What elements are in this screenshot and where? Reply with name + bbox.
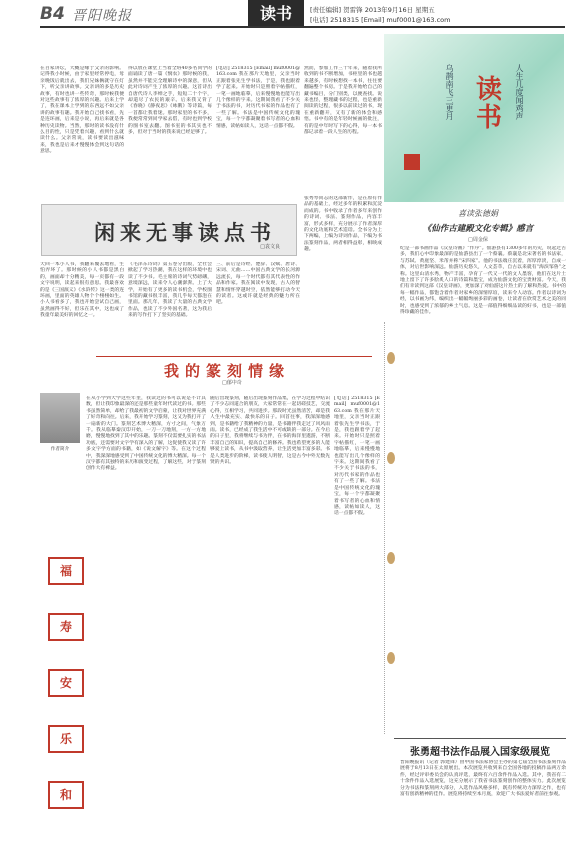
- author-photo: [40, 393, 80, 443]
- poster-title: 读书: [475, 75, 502, 133]
- article-col-5: 《毛泽东诗词》第五卷分出版，全社会掀起了学习热潮，我在这样的环境中也读了不少书。毛主席的诗词气势磅礴，意境深远，读来令人心潮澎湃。上了大学，开始有了更多的读书机会，学校图书馆的藏书很丰富，我几乎每天都泡在里面。那几年，我读了大量的古典文学作品，也读了不少外国名著，这为我后来的写作打下了坚实的基础。: [128, 262, 212, 319]
- seal-article-col-1: 在从小学到大学这些年里，我读过的书可以说是不计其数，但让我印象最深的还是那些童年时代读过的书。那些书虽然简单，却给了我最初的文学启蒙，让我对世界充满了好奇和向往。后来，我开始学习篆刻，这又为我打开了一扇新的大门。篆刻艺术博大精深，方寸之间，气象万千。我从临摹秦汉印开始，一刀一刀地刻，一方一方地磨，慢慢地找到了其中的乐趣。篆刻不仅需要扎实的书法功底，还需要对文字学有深入的了解，这促使我又读了许多文字学方面的书籍，如《说文解字》等。在这个过程中，我深深地感受到了中国传统文化的博大精深。每一个汉字都有其独特的来历和演变过程，了解这些，对于篆刻创作大有裨益。: [86, 396, 206, 472]
- article-col-4: 天回一本小人书，我翻来覆去地看，生怕弄坏了。那时候的小人书都是黑白的，画面却十分精美，每一页都有一段文字说明，读起来很有意思。我最喜欢的是《三国演义》《水浒传》这一类的连环画，里面的英雄人物个个栩栩如生。小人书看多了，我也开始尝试自己画，虽然画得不好，但乐在其中，这也成了我童年最美好的回忆之一。: [40, 262, 124, 319]
- seal-samples: [44, 557, 92, 837]
- seal-mark: 乐: [48, 725, 84, 753]
- news-body: 晋阳晚报讯（记者 郭建锋）由中国书法家协会主办的第七届全国书法篆刻作品展将于8月13日在太原展出。本次展览共收到来自全国各地的投稿作品两万余件，经过评审委员会的认真评选，最终有六百余件作品入选。其中，我省有二十余件作品入选展览，这充分展示了我省书法篆刻创作的整体实力。此次展览分为书法和篆刻两大部分，入选作品风格多样，既有传统功力深厚之作，也有富有创新精神的佳作。展览将持续至本月底，欢迎广大书法爱好者前往参观。: [400, 760, 566, 798]
- seal-mark: 和: [48, 781, 84, 809]
- vertical-decor: [384, 322, 396, 734]
- article-col-8: 张秀琴同志的这部新作，是在原有作品的基础上，经过多年的积累和沉淀而成的。书中收录了作者多年来创作的诗词、书法、篆刻作品，内容丰富，形式多样，充分展示了作者深厚的文化功底和艺术造诣。全书分为上下两编，上编为诗词作品，下编为书法篆刻作品，两者相得益彰，相映成趣。: [304, 196, 382, 253]
- article-col-1: 在百家讲坛，大概是缘于父亲的影响。记得我小时候，由于家里经常停电，母亲晚饭后就出去，我们兄妹俩就守在灯下，听父亲讲故事。父亲讲的多是历史故事，有时也讲一些传奇，那时候我便对这些故事有了浓厚的兴趣。后来上学了，我在课本上学到的东西远不如父亲讲的故事有趣。我开始自己找书看，先是连环画，后来是小说，再后来就是各种历史读物。当然，那时的读书没有什么目的性，只是凭着兴趣，看到什么就读什么。父亲常说，读书要读出滋味来，我也是后来才慢慢体会到这句话的意思。: [40, 66, 124, 155]
- decor-dot-icon: [387, 552, 395, 564]
- article-byline-2: □郁中奇: [222, 380, 242, 386]
- page-header: [0, 0, 570, 28]
- news-title: 张勇超书法作品展入国家级展览: [410, 747, 550, 758]
- seal-article-col-2: 随后出现篆刻，随后出现篆刻作品集，在学习过程中结识了不少志同道合的朋友，大家常常在一起切磋技艺，交流心得，互相学习，共同进步。那段时光虽然清苦，却是我人生中最充实、最快乐的日子。回首往事，我深深地感到，是书籍给了我精神的力量，是书籍伴我走过了风风雨雨。读书，已经成了我生活中不可或缺的一部分。在今后的日子里，我将继续与书为伴，在书的海洋里遨游，不断丰富自己的知识，提高自己的修养。我也希望更多的人能够爱上读书，从书中汲取营养，让生活更加丰富多彩。书是人类进步的阶梯，读书使人明智，这是古今中外无数先贤的共识。: [210, 396, 330, 466]
- decor-dot-icon: [387, 452, 395, 464]
- seal-mark: 寿: [48, 613, 84, 641]
- article-title-2: 我的篆刻情缘: [164, 362, 291, 380]
- article-title-1: 闲来无事读点书: [94, 220, 276, 245]
- poster-verse-right: 人生几度闻鸡声: [515, 64, 524, 120]
- article-col-6: 三、前后是诗经、楚辞、汉赋、唐诗、宋词、元曲……中国古典文学的长河源远流长，每一个时代都有其代表性的作品和作家。我在阅读中发现，古人的智慧和情怀穿越时空，依然能够打动今天的读者。这或许就是经典的魅力所在吧。: [216, 262, 300, 306]
- article-banner-2: [100, 360, 372, 386]
- poster-verse-left: 乌鹊南飞三更月: [445, 64, 454, 120]
- decor-dot-icon: [387, 652, 395, 664]
- right-headline-2: 《仙作古建殿文化专辑》感言: [422, 224, 534, 234]
- article-banner-1: [41, 204, 297, 256]
- section-label: 读书: [248, 0, 304, 27]
- news-rule: [394, 738, 566, 739]
- right-byline: □周金保: [468, 237, 488, 243]
- decor-dot-icon: [387, 352, 395, 364]
- right-headline-1: 喜读张德娟: [458, 209, 498, 218]
- seal-stamp-icon: [404, 154, 420, 170]
- article-col-3: [电话] 2518315 [Email] muf0001@163.com 我在那片天地里，父亲当时正跟着张先生学书法，于是，我也跟着学了起来。开始时只是照着字帖描红，一笔一画地临摹，后来慢慢地也能写出几个像样的字来。这期间我看了不少关于书法的书，对历代书家的作品也有了一些了解。书法是中国传统文化的瑰宝，每一个字都凝聚着书写者的心血和情感，读帖如读人，这话一点都不假。: [216, 66, 300, 129]
- article-rule-2: [96, 356, 372, 357]
- seal-mark: 福: [48, 557, 84, 585]
- paper-name: 晋阳晚报: [72, 8, 132, 24]
- page-number: B4: [40, 4, 65, 24]
- seal-article-col-3: [电话] 2518315 [Email] muf0001@163.com 我在那片天地里，父亲当时正跟着张先生学书法，于是，我也跟着学了起来。开始时只是照着字帖描红，一笔一画地临摹，后来慢慢地也能写出几个像样的字来。这期间我看了不少关于书法的书，对历代书家的作品也有了一些了解。书法是中国传统文化的瑰宝，每一个字都凝聚着书写者的心血和情感，读帖如读人，这话一点都不假。: [334, 396, 380, 517]
- header-rule: [40, 26, 565, 28]
- article-byline-1: □袁文良: [260, 244, 280, 250]
- seal-mark: 安: [48, 669, 84, 697]
- author-caption: 作者简介: [50, 447, 70, 452]
- contact-info: [电话] 2518315 [Email] muf0001@163.com: [310, 16, 451, 24]
- article-col-2: 得以放在课堂上当着全班40多名同学的面诵读了唐一篇《悯农》那时候的我，虽然并不能完全理解诗中的深意，但从此对诗词产生了浓厚的兴趣。这首诗出自唐代诗人李绅之手，短短二十个字，却道尽了农民的艰辛。后来我又背了《春晓》《静夜思》《咏鹅》等诗篇，每一首都让我着迷。那时家里的书不多，我便常常到同学家去借，有时也到学校的图书室去翻。图书室的书其实也不多，但对于当时的我来说已经足够了。: [128, 66, 212, 136]
- edition-info: [责任编辑] 贺雷锋 2013年9月16日 星期五: [310, 6, 435, 14]
- article-col-7: 然而，参加工作三十年来，随着我所收到的书不断增加，书柜里的书也越来越多，有时候想找一本书，往往要翻遍整个书房。于是我开始给自己的藏书编目，分门别类，以便查找。说来也怪，整理藏书的过程，也是重新阅读的过程，很多以前读过的书，现在重新翻开，又有了新的体会和感悟。书中有的是年轻时候画的批注，有的是中年时写下的心得，每一本书都记录着一段人生的历程。: [304, 66, 382, 136]
- right-article-body: 纪是一部书画作品《汉皇诗画》“作序”。仙游县有1300多年的历史，说起过古多，我们心中印象最深的是仙游县出了一个蔡襄。蔡襄是北宋著名的书法家，与苏轼、黄庭坚、米芾并称“宋四家”。他的书法端庄沉着，浑厚淳淡，自成一体，对后世影响深远。仙游历史悠久，人文荟萃，自古以来就有“海滨邹鲁”之称。这里山清水秀，物产丰富，孕育了一代又一代的文人墨客，他们在这片土地上留下了许多脍炙人口的诗篇和墨宝，成为仙游文化的宝贵财富。今天，我们有幸读到这部《汉皇诗画》，更加深了对仙游这片热土的了解和热爱。书中的每一幅作品，都饱含着作者对家乡的深情厚谊，读来令人动容。作者以诗词为经，以书画为纬，编织出一幅幅绚丽多彩的画卷，让读者在欣赏艺术之美的同时，也感受到了浓郁的乡土气息。这是一部值得细细品读的好书，也是一部值得珍藏的佳作。: [400, 246, 566, 316]
- reading-poster: [384, 34, 564, 202]
